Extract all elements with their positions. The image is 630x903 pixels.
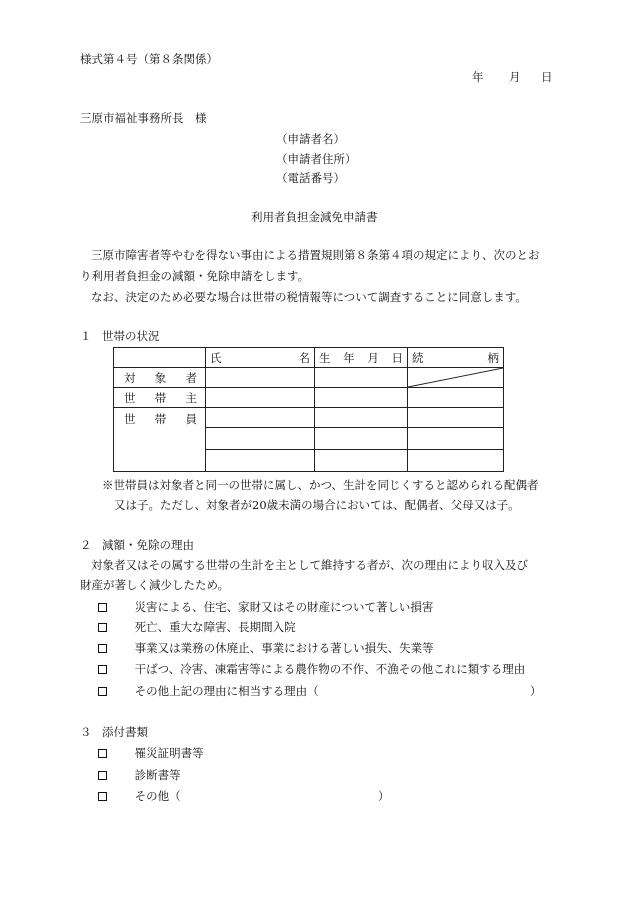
section2-desc-line-2: 財産が著しく減少したため。 <box>80 578 230 592</box>
household-note-line-2: 又は子。ただし、対象者が20歳未満の場合においては、配偶者、父母又は子。 <box>114 498 520 512</box>
attachment-option-disaster-cert[interactable]: 罹災証明書等 <box>98 745 204 761</box>
birthdate-cell[interactable] <box>315 388 408 408</box>
household-table <box>113 347 504 472</box>
checkbox[interactable] <box>98 771 107 780</box>
table-row <box>114 368 504 388</box>
intro-line-1: 三原市障害者等やむを得ない事由による措置規則第８条第４項の規定により、次のとお <box>91 248 540 262</box>
table-row <box>114 388 504 408</box>
birthdate-cell[interactable] <box>315 428 408 450</box>
date-day-label: 日 <box>541 70 553 84</box>
name-cell[interactable] <box>206 428 315 450</box>
reason-option-disaster[interactable]: 災害による、住宅、家財又はその財産について著しい損害 <box>98 599 433 615</box>
recipient: 三原市福祉事務所長 様 <box>80 111 207 125</box>
row-label-head: 世 帯 主 <box>114 388 206 408</box>
checkbox[interactable] <box>98 665 107 674</box>
section3-heading: 添付書類 <box>102 725 148 739</box>
section2-heading: 減額・免除の理由 <box>102 538 194 552</box>
relation-cell[interactable] <box>408 428 504 450</box>
checkbox[interactable] <box>98 792 107 801</box>
diagonal-line <box>408 368 503 387</box>
name-cell[interactable] <box>206 450 315 472</box>
applicant-name-label: （申請者名） <box>276 132 345 146</box>
header-relation: 続 柄 <box>408 348 504 368</box>
reason-option-other[interactable]: その他上記の理由に相当する理由（ <box>98 683 319 699</box>
checkbox[interactable] <box>98 749 107 758</box>
checkbox[interactable] <box>98 623 107 632</box>
birthdate-cell[interactable] <box>315 450 408 472</box>
date-month-label: 月 <box>509 70 521 84</box>
section1-number: １ <box>80 329 92 343</box>
household-table-header <box>114 348 504 368</box>
checkbox[interactable] <box>98 687 107 696</box>
row-label-subject: 対 象 者 <box>114 368 206 388</box>
form-title: 利用者負担金減免申請書 <box>251 210 378 224</box>
intro-line-3: なお、決定のため必要な場合は世帯の税情報等について調査することに同意します。 <box>91 290 527 304</box>
applicant-phone-label: （電話番号） <box>276 171 345 185</box>
relation-cell[interactable] <box>408 388 504 408</box>
section1-heading: 世帯の状況 <box>102 329 160 343</box>
relation-cell-crossed <box>408 368 504 388</box>
checkbox[interactable] <box>98 644 107 653</box>
intro-line-2: り利用者負担金の減額・免除申請をします。 <box>80 269 310 283</box>
name-cell[interactable] <box>206 368 315 388</box>
attachment-other-close-paren: ） <box>378 789 390 803</box>
section2-number: ２ <box>80 538 92 552</box>
household-note-line-1: ※世帯員は対象者と同一の世帯に属し、かつ、生計を同じくすると認められる配偶者 <box>102 478 539 492</box>
table-row <box>114 408 504 428</box>
header-name: 氏 名 <box>206 348 315 368</box>
birthdate-cell[interactable] <box>315 408 408 428</box>
reason-option-business-loss[interactable]: 事業又は業務の休廃止、事業における著しい損失、失業等 <box>98 640 434 656</box>
form-number: 様式第４号（第８条関係） <box>80 52 218 66</box>
attachment-option-other[interactable]: その他（ <box>98 788 181 804</box>
header-birthdate: 生 年 月 日 <box>315 348 408 368</box>
section3-number: ３ <box>80 725 92 739</box>
reason-option-death-illness[interactable]: 死亡、重大な障害、長期間入院 <box>98 619 296 635</box>
name-cell[interactable] <box>206 388 315 408</box>
birthdate-cell[interactable] <box>315 368 408 388</box>
relation-cell[interactable] <box>408 408 504 428</box>
relation-cell[interactable] <box>408 450 504 472</box>
section2-desc-line-1: 対象者又はその属する世帯の生計を主として維持する者が、次の理由により収入及び <box>91 558 528 572</box>
attachment-option-medical-cert[interactable]: 診断書等 <box>98 767 181 783</box>
name-cell[interactable] <box>206 408 315 428</box>
reason-other-close-paren: ） <box>530 684 542 698</box>
header-blank-cell <box>114 348 206 368</box>
reason-option-crop-failure[interactable]: 干ばつ、冷害、凍霜害等による農作物の不作、不漁その他これに類する理由 <box>98 661 525 677</box>
date-year-label: 年 <box>472 70 484 84</box>
applicant-address-label: （申請者住所） <box>276 152 357 166</box>
row-label-members: 世 帯 員 <box>114 408 206 472</box>
checkbox[interactable] <box>98 603 107 612</box>
